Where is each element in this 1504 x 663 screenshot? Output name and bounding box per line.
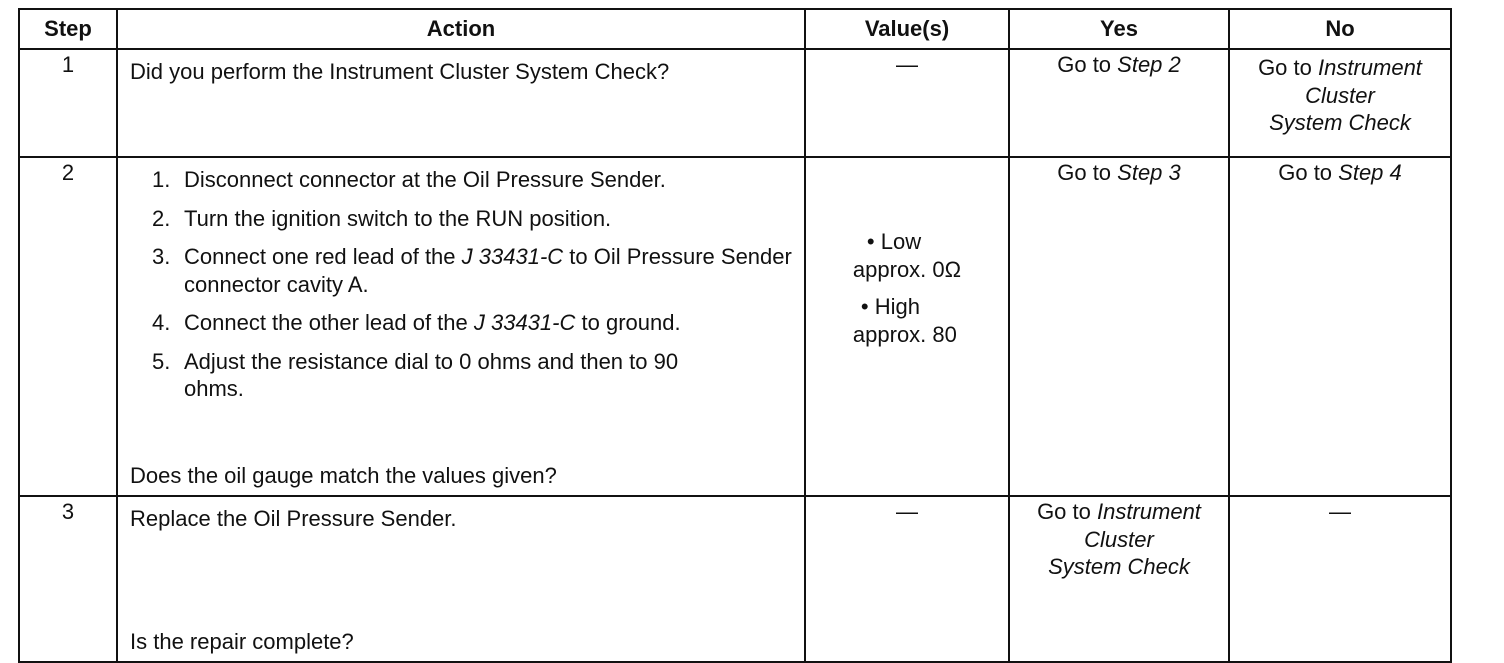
substep-text: Disconnect connector at the Oil Pressure Sender. <box>184 167 666 192</box>
substep-text <box>184 243 792 298</box>
step-number: 2 <box>19 157 117 496</box>
value-list <box>853 228 961 358</box>
no-prefix: Go to <box>1258 55 1318 80</box>
no-link-instrument-line3[interactable]: System Check <box>1269 110 1411 135</box>
header-action: Action <box>117 9 805 49</box>
substep-text: Turn the ignition switch to the RUN position. <box>184 205 612 231</box>
substep-list <box>130 166 792 403</box>
value-low-label: • Low <box>866 229 922 254</box>
substep-text <box>184 309 792 337</box>
substep-number: 5. <box>152 348 171 374</box>
header-values: Value(s) <box>805 9 1009 49</box>
action-text: Replace the Oil Pressure Sender. <box>130 506 457 531</box>
yes-link-instrument-line1[interactable]: Instrument <box>1096 499 1201 524</box>
yes-prefix: Go to <box>1057 52 1118 77</box>
substep-text-pre: Connect the other lead of the <box>184 310 474 335</box>
value-high-label: • High <box>860 294 920 319</box>
table-row-step-1 <box>19 49 1451 157</box>
substep-item <box>152 166 792 194</box>
substep-text-post: to ground. <box>575 310 681 335</box>
step-number: 3 <box>19 496 117 662</box>
no-cell <box>1229 496 1451 662</box>
no-link-instrument-line1[interactable]: Instrument <box>1317 55 1422 80</box>
value-dash: — <box>896 52 918 77</box>
substep-number: 2. <box>152 205 171 231</box>
substep-text-post: to Oil Pressure Sender connector cavity A. <box>184 244 792 297</box>
action-cell <box>117 49 805 157</box>
yes-cell <box>1009 49 1229 157</box>
header-step: Step <box>19 9 117 49</box>
tool-reference: J 33431-C <box>473 310 576 335</box>
table-row-step-3 <box>19 496 1451 662</box>
yes-link-instrument-line2[interactable]: Cluster <box>1084 526 1154 552</box>
header-no: No <box>1229 9 1451 49</box>
value-cell <box>805 157 1009 496</box>
yes-link-step-2[interactable]: Step 2 <box>1117 52 1181 77</box>
yes-link-instrument-line3[interactable]: System Check <box>1048 554 1190 579</box>
substep-text: Adjust the resistance dial to 0 ohms and then to 90 ohms. <box>184 348 679 401</box>
action-cell <box>117 157 805 496</box>
substep-number: 3. <box>152 244 171 269</box>
value-dash: — <box>896 499 918 524</box>
value-low: approx. 0Ω <box>852 256 962 282</box>
yes-prefix: Go to <box>1037 499 1097 524</box>
substep-item <box>152 348 792 403</box>
substep-number: 1. <box>152 167 171 192</box>
value-cell <box>805 496 1009 662</box>
substep-item <box>152 309 792 337</box>
substep-text-pre: Connect one red lead of the <box>184 244 462 269</box>
diagnostic-procedure-table <box>18 8 1452 663</box>
yes-cell <box>1009 496 1229 662</box>
value-high: approx. 80 <box>852 321 957 347</box>
no-link-instrument-line2[interactable]: Cluster <box>1305 82 1375 108</box>
substep-item <box>152 205 792 233</box>
no-prefix: Go to <box>1278 160 1339 185</box>
action-text: Did you perform the Instrument Cluster System Check? <box>130 59 670 84</box>
action-question: Is the repair complete? <box>130 628 354 654</box>
no-dash: — <box>1329 499 1351 524</box>
no-link-step-4[interactable]: Step 4 <box>1338 160 1402 185</box>
no-cell <box>1229 49 1451 157</box>
action-question: Does the oil gauge match the values given? <box>130 462 557 488</box>
yes-link-step-3[interactable]: Step 3 <box>1117 160 1181 185</box>
no-cell <box>1229 157 1451 496</box>
yes-prefix: Go to <box>1057 160 1118 185</box>
tool-reference: J 33431-C <box>461 244 564 269</box>
header-row <box>19 9 1451 49</box>
action-cell <box>117 496 805 662</box>
substep-item <box>152 243 792 298</box>
yes-cell <box>1009 157 1229 496</box>
header-yes: Yes <box>1009 9 1229 49</box>
substep-number: 4. <box>152 310 171 335</box>
step-number: 1 <box>19 49 117 157</box>
table-row-step-2 <box>19 157 1451 496</box>
value-cell <box>805 49 1009 157</box>
